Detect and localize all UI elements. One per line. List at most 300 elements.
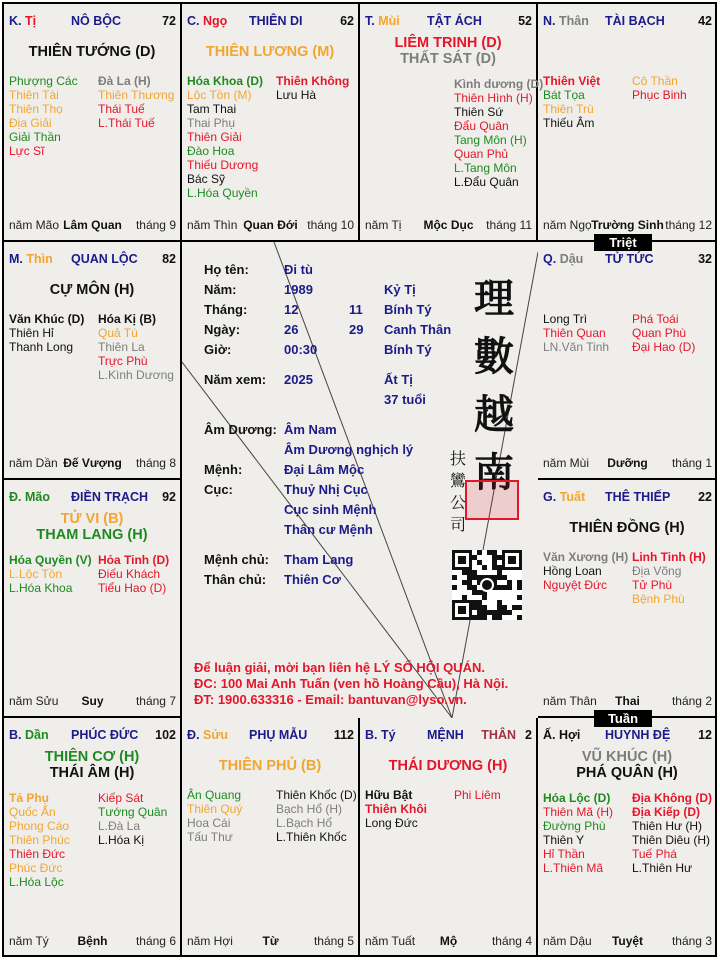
major-star: THÁI ÂM (H)	[49, 765, 135, 781]
palace-header	[543, 490, 712, 506]
palace-phụ-mẫu[interactable]	[182, 718, 360, 956]
minor-star: Địa Võng	[632, 564, 682, 578]
major-stars	[538, 749, 716, 781]
palace-name: HUYNH ĐỆ	[605, 728, 671, 742]
info-value: Thuỷ Nhị Cục	[284, 482, 368, 497]
palace-branch	[365, 728, 396, 742]
info-value: Tham Lang	[284, 552, 354, 567]
palace-footer	[9, 934, 176, 948]
minor-star: Phong Cáo	[9, 819, 70, 833]
life-stage: Mộc Dục	[423, 218, 474, 232]
tuan-marker: Tuần	[594, 710, 652, 727]
info-label: Tháng:	[204, 302, 248, 317]
palace-branch	[187, 728, 228, 742]
info-label: Năm:	[204, 282, 237, 297]
minor-star: L.Kình Dương	[98, 368, 174, 382]
major-star: THIÊN ĐỒNG (H)	[569, 520, 685, 536]
minor-star: L.Lộc Tồn	[9, 567, 63, 581]
minor-star: Hóa Quyền (V)	[9, 553, 92, 567]
minor-star: Bệnh Phù	[632, 592, 685, 606]
minor-star: Bát Tọa	[543, 88, 585, 102]
minor-star: Kiếp Sát	[98, 791, 144, 805]
info-canchi-value: Ất Tị	[384, 372, 413, 387]
info-label: Họ tên:	[204, 262, 249, 277]
calligraphy-subtitle: 扶鸞公司	[450, 449, 467, 534]
heavenly-stem: Đ.	[187, 728, 200, 742]
heavenly-stem: C.	[187, 14, 200, 28]
heavenly-stem: Đ.	[9, 490, 22, 504]
year-label: năm Tuất	[365, 934, 416, 948]
palace-branch	[9, 14, 36, 28]
info-value: 12	[284, 302, 299, 317]
palace-header	[9, 14, 176, 30]
life-stage: Mộ	[439, 934, 458, 948]
palace-footer	[9, 218, 176, 232]
minor-stars-right	[454, 788, 501, 802]
month-label: tháng 10	[307, 218, 354, 232]
palace-name: NÔ BỘC	[71, 14, 121, 28]
red-seal	[465, 480, 519, 520]
contact-line-1: Để luận giải, mời bạn liên hệ LÝ SỐ HỘI QUÁN.	[194, 660, 485, 675]
major-stars	[182, 758, 358, 774]
minor-star: Thiên Y	[543, 833, 585, 847]
minor-star: Thiên Giải	[187, 130, 242, 144]
minor-star: Hoa Cái	[187, 816, 231, 830]
year-label: năm Tị	[365, 218, 402, 232]
minor-stars-left	[9, 791, 70, 889]
palace-quan-lộc[interactable]	[4, 242, 182, 480]
month-label: tháng 9	[135, 218, 176, 232]
minor-stars-left	[187, 788, 242, 844]
palace-name: THÊ THIẾP	[605, 490, 671, 504]
palace-age: 82	[162, 252, 176, 266]
minor-star: Trực Phù	[98, 354, 148, 368]
palace-branch	[9, 490, 50, 504]
minor-stars-left	[543, 791, 613, 875]
palace-age: 2	[525, 728, 532, 742]
minor-stars-left	[365, 788, 427, 830]
major-star: LIÊM TRINH (D)	[394, 35, 502, 51]
major-star: PHÁ QUÂN (H)	[576, 765, 678, 781]
palace-age: 32	[698, 252, 712, 266]
palace-age: 72	[162, 14, 176, 28]
minor-star: L.Hóa Lộc	[9, 875, 64, 889]
info-label: Ngày:	[204, 322, 241, 337]
minor-star: Thiên La	[98, 340, 145, 354]
palace-tài-bạch[interactable]	[538, 4, 716, 242]
palace-name: MỆNH	[427, 728, 464, 742]
palace-header	[365, 14, 532, 30]
year-label: năm Mão	[9, 218, 60, 232]
palace-header	[9, 252, 176, 268]
minor-star: Quả Tú	[98, 326, 138, 340]
palace-header	[187, 728, 354, 744]
palace-header	[543, 728, 712, 744]
earthly-branch: Sửu	[202, 728, 229, 742]
palace-điền-trạch[interactable]	[4, 480, 182, 718]
heavenly-stem: G.	[543, 490, 557, 504]
minor-stars-left	[9, 312, 84, 354]
contact-phone-email[interactable]: ĐT: 1900.633316 - Email: bantuvan@lyso.vn.	[194, 692, 467, 707]
minor-stars-right	[632, 791, 712, 875]
palace-branch	[187, 14, 227, 28]
minor-star: Tam Thai	[187, 102, 237, 116]
palace-header	[187, 14, 354, 30]
qr-code	[452, 550, 522, 620]
minor-stars-left	[543, 74, 600, 130]
palace-footer	[365, 218, 532, 232]
month-label: tháng 5	[313, 934, 354, 948]
life-stage: Đế Vượng	[63, 456, 122, 470]
minor-star: Thiên Đức	[9, 847, 66, 861]
palace-footer	[543, 934, 712, 948]
minor-star: Thiên Trù	[543, 102, 594, 116]
year-label: năm Mùi	[543, 456, 590, 470]
life-stage: Bệnh	[77, 934, 108, 948]
minor-star: L.Hóa Khoa	[9, 581, 73, 595]
minor-star: Phúc Đức	[9, 861, 63, 875]
info-value: 2025	[284, 372, 313, 387]
minor-stars-left	[9, 74, 78, 158]
month-label: tháng 4	[491, 934, 532, 948]
life-stage: Từ	[262, 934, 279, 948]
palace-footer	[187, 218, 354, 232]
life-stage: Suy	[81, 694, 104, 708]
minor-star: Hồng Loan	[543, 564, 602, 578]
info-canchi-value: Kỷ Tị	[384, 282, 416, 297]
minor-star: Nguyệt Đức	[543, 578, 608, 592]
palace-nô-bộc[interactable]	[4, 4, 182, 242]
minor-star: Thiên Việt	[543, 74, 601, 88]
palace-age: 52	[518, 14, 532, 28]
palace-age: 112	[333, 728, 354, 742]
life-stage: Lâm Quan	[63, 218, 122, 232]
month-label: tháng 1	[671, 456, 712, 470]
minor-star: L.Tang Môn	[454, 161, 517, 175]
palace-footer	[187, 934, 354, 948]
palace-footer	[9, 694, 176, 708]
minor-star: Giải Thần	[9, 130, 61, 144]
info-canchi-value: Bính Tý	[384, 302, 432, 317]
life-stage: Dưỡng	[607, 456, 648, 470]
minor-star: Tang Môn (H)	[454, 133, 527, 147]
minor-star: Đường Phù	[543, 819, 606, 833]
minor-stars-right	[98, 791, 167, 847]
year-label: năm Hợi	[187, 934, 233, 948]
minor-star: Đại Hao (D)	[632, 340, 696, 354]
minor-star: Phục Binh	[632, 88, 687, 102]
heavenly-stem: K.	[9, 14, 22, 28]
life-stage: Thai	[615, 694, 640, 708]
info-label: Năm xem:	[204, 372, 267, 387]
minor-star: Thiếu Dương	[187, 158, 259, 172]
minor-star: L.Hóa Kị	[98, 833, 145, 847]
palace-footer	[543, 456, 712, 470]
minor-stars-right	[276, 788, 357, 844]
life-stage: Quan Đới	[243, 218, 298, 232]
minor-star: L.Đẩu Quân	[454, 175, 519, 189]
palace-branch	[543, 490, 585, 504]
palace-name: PHÚC ĐỨC	[71, 728, 139, 742]
info-canchi-value: Canh Thân	[384, 322, 452, 337]
major-star: VŨ KHÚC (H)	[581, 749, 673, 765]
palace-branch	[9, 252, 53, 266]
month-label: tháng 12	[665, 218, 712, 232]
minor-star: Quốc Ấn	[9, 805, 56, 819]
info-label: Mệnh:	[204, 462, 243, 477]
palace-age: 62	[340, 14, 354, 28]
minor-star: Tướng Quân	[98, 805, 168, 819]
info-canchi-value: 37 tuổi	[384, 392, 426, 407]
heavenly-stem: T.	[365, 14, 375, 28]
minor-stars-left	[543, 312, 609, 354]
minor-star: Địa Không (D)	[632, 791, 712, 805]
minor-star: Văn Xương (H)	[543, 550, 629, 564]
minor-star: Quan Phủ	[454, 147, 509, 161]
minor-star: Ân Quang	[187, 788, 242, 802]
minor-star: L.Hóa Quyền	[187, 186, 258, 200]
info-value: Cục sinh Mệnh	[284, 502, 377, 517]
major-stars	[4, 44, 180, 60]
major-stars	[4, 749, 180, 781]
minor-star: Thiên Mã (H)	[543, 805, 614, 819]
month-label: tháng 8	[135, 456, 176, 470]
minor-star: Cô Thần	[632, 74, 678, 88]
minor-star: Kình dương (D)	[454, 77, 544, 91]
minor-star: Tiểu Hao (D)	[98, 581, 167, 595]
info-value: Thiên Cơ	[284, 572, 341, 587]
month-label: tháng 6	[135, 934, 176, 948]
minor-stars-right	[454, 77, 543, 189]
minor-star: Địa Kiếp (D)	[632, 805, 701, 819]
palace-header	[365, 728, 532, 744]
minor-star: L.Thiên Hư	[632, 861, 693, 875]
minor-stars-right	[98, 312, 174, 382]
info-value: Đại Lâm Mộc	[284, 462, 365, 477]
palace-header	[543, 252, 712, 268]
info-lunar-value: 11	[349, 302, 363, 317]
earthly-branch: Tuất	[559, 490, 586, 504]
minor-star: Phượng Các	[9, 74, 78, 88]
major-star: CỰ MÔN (H)	[49, 282, 135, 298]
palace-age: 102	[155, 728, 176, 742]
minor-stars-right	[98, 553, 169, 595]
minor-star: Điếu Khách	[98, 567, 161, 581]
minor-star: Hóa Kị (B)	[98, 312, 156, 326]
month-label: tháng 3	[671, 934, 712, 948]
minor-stars-right	[632, 74, 687, 102]
palace-tử-tức[interactable]	[538, 242, 716, 480]
minor-star: L.Thiên Khốc	[276, 830, 347, 844]
heavenly-stem: B.	[9, 728, 22, 742]
palace-footer	[365, 934, 532, 948]
palace-age: 12	[698, 728, 712, 742]
info-value: Âm Nam	[284, 422, 337, 437]
palace-huynh-đệ[interactable]	[538, 718, 716, 956]
info-value: 1989	[284, 282, 313, 297]
palace-footer	[543, 218, 712, 232]
minor-star: Tử Phù	[632, 578, 673, 592]
palace-branch	[543, 14, 589, 28]
palace-footer	[9, 456, 176, 470]
earthly-branch: Thìn	[26, 252, 53, 266]
earthly-branch: Dậu	[559, 252, 584, 266]
year-label: năm Sửu	[9, 694, 59, 708]
minor-star: Phi Liêm	[454, 788, 501, 802]
life-stage: Tuyệt	[611, 934, 644, 948]
minor-star: Lộc Tồn (M)	[187, 88, 252, 102]
minor-star: Quan Phù	[632, 326, 687, 340]
calligraphy-title: 理數越南	[474, 275, 514, 496]
palace-age: 22	[698, 490, 712, 504]
palace-branch	[9, 728, 49, 742]
info-value: Thân cư Mệnh	[284, 522, 373, 537]
minor-stars-right	[276, 74, 349, 102]
heavenly-stem: Q.	[543, 252, 557, 266]
palace-name: QUAN LỘC	[71, 252, 138, 266]
minor-stars-left	[187, 74, 263, 200]
minor-star: L.Thái Tuế	[98, 116, 155, 130]
heavenly-stem: M.	[9, 252, 23, 266]
minor-star: Thiên Sứ	[454, 105, 504, 119]
info-label: Giờ:	[204, 342, 232, 357]
minor-star: LN.Văn Tinh	[543, 340, 610, 354]
minor-stars-right	[632, 550, 706, 606]
major-stars	[182, 44, 358, 60]
minor-star: Địa Giải	[9, 116, 52, 130]
minor-star: Hỏa Tinh (D)	[98, 553, 170, 567]
minor-stars-right	[632, 312, 695, 354]
month-label: tháng 11	[486, 218, 532, 232]
minor-star: L.Thiên Mã	[543, 861, 604, 875]
minor-star: Thái Tuế	[98, 102, 145, 116]
palace-age: 92	[162, 490, 176, 504]
center-info-panel	[182, 242, 538, 718]
earthly-branch: Hợi	[558, 728, 581, 742]
palace-header	[9, 490, 176, 506]
minor-star: Đào Hoa	[187, 144, 235, 158]
earthly-branch: Dần	[24, 728, 49, 742]
palace-name: THIÊN DI	[249, 14, 303, 28]
triet-marker: Triệt	[594, 234, 652, 251]
minor-stars-right	[98, 74, 174, 130]
palace-mệnh[interactable]	[360, 718, 538, 956]
heavenly-stem: B.	[365, 728, 378, 742]
palace-header	[543, 14, 712, 30]
year-label: năm Tý	[9, 934, 49, 948]
palace-name: TỬ TỨC	[605, 252, 654, 266]
minor-star: Đẩu Quân	[454, 119, 509, 133]
minor-stars-left	[543, 550, 628, 592]
info-label: Cục:	[204, 482, 233, 497]
year-label: năm Ngọ	[543, 218, 592, 232]
major-stars	[4, 511, 180, 543]
earthly-branch: Ngọ	[202, 14, 228, 28]
year-label: năm Thìn	[187, 218, 238, 232]
major-star: THẤT SÁT (D)	[400, 51, 496, 67]
contact-address: ĐC: 100 Mai Anh Tuấn (ven hồ Hoàng Cầu), Hà Nội.	[194, 676, 509, 691]
month-label: tháng 7	[135, 694, 176, 708]
month-label: tháng 2	[671, 694, 712, 708]
year-label: năm Dần	[9, 456, 58, 470]
major-star: THIÊN TƯỚNG (D)	[28, 44, 156, 60]
minor-star: Thiên Tài	[9, 88, 59, 102]
than-marker: THÂN	[481, 728, 516, 742]
minor-star: Văn Khúc (D)	[9, 312, 85, 326]
info-lunar-value: 29	[349, 322, 364, 337]
minor-star: Long Trì	[543, 312, 588, 326]
minor-star: L.Đà La	[98, 819, 141, 833]
minor-star: Phá Toái	[632, 312, 679, 326]
palace-footer	[543, 694, 712, 708]
major-star: THIÊN PHỦ (B)	[218, 758, 322, 774]
palace-name: ĐIỀN TRẠCH	[71, 490, 149, 504]
minor-star: Tả Phụ	[9, 791, 50, 805]
earthly-branch: Mùi	[378, 14, 400, 28]
palace-branch	[543, 252, 583, 266]
minor-star: Thiên Thương	[98, 88, 175, 102]
major-star: THAM LANG (H)	[36, 527, 148, 543]
major-star: TỬ VI (B)	[60, 511, 124, 527]
minor-star: Hữu Bật	[365, 788, 413, 802]
palace-thê-thiếp[interactable]	[538, 480, 716, 718]
minor-star: Hóa Khoa (D)	[187, 74, 263, 88]
minor-star: Lưu Hà	[276, 88, 317, 102]
minor-star: Lực Sĩ	[9, 144, 45, 158]
minor-star: Bạch Hổ (H)	[276, 802, 343, 816]
heavenly-stem: Ấ.	[543, 728, 556, 742]
info-value: Âm Dương nghịch lý	[284, 442, 414, 457]
palace-tật-ách[interactable]	[360, 4, 544, 242]
palace-name: PHỤ MẪU	[249, 728, 308, 742]
minor-star: Thiên Khôi	[365, 802, 427, 816]
palace-phúc-đức[interactable]	[4, 718, 182, 956]
minor-star: Hóa Lộc (D)	[543, 791, 611, 805]
palace-age: 42	[698, 14, 712, 28]
palace-thiên-di[interactable]	[182, 4, 360, 242]
earthly-branch: Mão	[24, 490, 50, 504]
minor-star: Thiên Phúc	[9, 833, 70, 847]
major-star: THIÊN CƠ (H)	[44, 749, 140, 765]
major-star: THÁI DƯƠNG (H)	[388, 758, 508, 774]
minor-star: Thiên Quan	[543, 326, 606, 340]
minor-star: Thiên Không	[276, 74, 350, 88]
year-label: năm Dậu	[543, 934, 592, 948]
minor-stars-left	[9, 553, 92, 595]
minor-star: Long Đức	[365, 816, 418, 830]
minor-star: Thiên Hỉ	[9, 326, 54, 340]
major-star: THIÊN LƯƠNG (M)	[205, 44, 335, 60]
major-stars	[4, 282, 180, 298]
minor-star: Hỉ Thần	[543, 847, 585, 861]
info-label: Mệnh chủ:	[204, 552, 269, 567]
info-value: 00:30	[284, 342, 318, 357]
info-value: 26	[284, 322, 299, 337]
palace-header	[9, 728, 176, 744]
minor-star: Thai Phụ	[187, 116, 236, 130]
minor-star: Thiên Hình (H)	[454, 91, 533, 105]
tu-vi-chart	[2, 2, 717, 957]
palace-name: TÀI BẠCH	[605, 14, 665, 28]
earthly-branch: Tị	[24, 14, 37, 28]
info-canchi-value: Bính Tý	[384, 342, 432, 357]
minor-star: Thiên Quý	[187, 802, 243, 816]
heavenly-stem: N.	[543, 14, 556, 28]
year-label: năm Thân	[543, 694, 597, 708]
earthly-branch: Thân	[558, 14, 589, 28]
palace-branch	[365, 14, 400, 28]
minor-star: Tấu Thư	[187, 830, 233, 844]
